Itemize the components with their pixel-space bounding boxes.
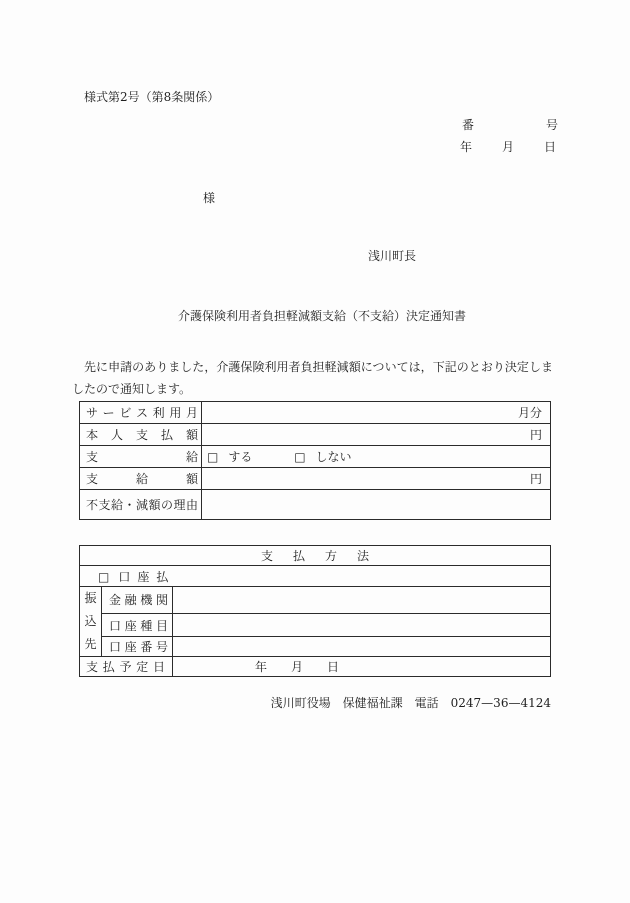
option-shinai <box>294 448 351 465</box>
denial-reason-label: 不支給・減額の理由 <box>80 490 202 520</box>
account-type-value <box>173 613 551 637</box>
checkbox-account-icon[interactable]: □ <box>98 569 110 584</box>
payment-date-label: 支払予定日 <box>80 657 173 677</box>
supply-amount-label: 支給額 <box>80 468 202 490</box>
table-row-supply-decision <box>80 446 551 468</box>
payment-method-table <box>79 545 551 677</box>
denial-reason-value <box>202 490 551 520</box>
service-month-value: 月分 <box>202 402 551 424</box>
checkbox-suru-icon[interactable]: □ <box>207 450 219 464</box>
table-row-denial-reason <box>80 490 551 520</box>
transfer-group-char-2: 込 <box>84 614 97 628</box>
document-id-block <box>460 114 558 158</box>
document-number-line: 番 号 <box>461 118 558 132</box>
supply-decision-options <box>202 446 551 468</box>
sender-name: 浅川町長 <box>368 249 417 263</box>
bank-name-label: 金融機関 <box>102 587 173 614</box>
table-row-bank-name <box>80 587 551 614</box>
table-row-service-month <box>80 402 551 424</box>
office-contact-footer: 浅川町役場 保健福祉課 電話 0247—36—4124 <box>270 696 551 710</box>
account-payment-option <box>80 566 551 587</box>
table-row-payment-method-header <box>80 546 551 566</box>
table-row-account-number <box>80 637 551 657</box>
option-shinai-label: しない <box>315 450 352 464</box>
option-suru <box>207 448 252 465</box>
table-row-supply-amount <box>80 468 551 490</box>
service-month-label: サービス利用月 <box>80 402 202 424</box>
table-row-self-payment <box>80 424 551 446</box>
form-number: 様式第2号（第8条関係） <box>84 90 220 104</box>
account-payment-label: 口座払 <box>118 569 176 584</box>
transfer-group-char-1: 振 <box>84 591 97 605</box>
option-suru-label: する <box>228 450 253 464</box>
account-number-value <box>173 637 551 657</box>
table-row-account-payment <box>80 566 551 587</box>
document-date-line: 年 月 日 <box>459 140 558 154</box>
payment-method-header: 支払方法 <box>80 546 551 566</box>
addressee-honorific: 様 <box>203 191 216 205</box>
table-row-account-type <box>80 613 551 637</box>
decision-table <box>79 401 551 520</box>
supply-decision-label: 支給 <box>80 446 202 468</box>
account-number-label: 口座番号 <box>102 637 173 657</box>
payment-date-value: 年 月 日 <box>173 657 551 677</box>
supply-amount-value: 円 <box>202 468 551 490</box>
bank-name-value <box>173 587 551 614</box>
table-row-payment-date <box>80 657 551 677</box>
document-title: 介護保険利用者負担軽減額支給（不支給）決定通知書 <box>177 309 466 323</box>
transfer-destination-group <box>80 587 102 657</box>
account-type-label: 口座種目 <box>102 613 173 637</box>
self-payment-label: 本人支払額 <box>80 424 202 446</box>
body-paragraph: 先に申請のありました，介護保険利用者負担軽減額については，下記のとおり決定しましたので通知します。 <box>72 360 553 397</box>
self-payment-value: 円 <box>202 424 551 446</box>
checkbox-shinai-icon[interactable]: □ <box>294 450 306 464</box>
transfer-group-char-3: 先 <box>84 637 97 651</box>
